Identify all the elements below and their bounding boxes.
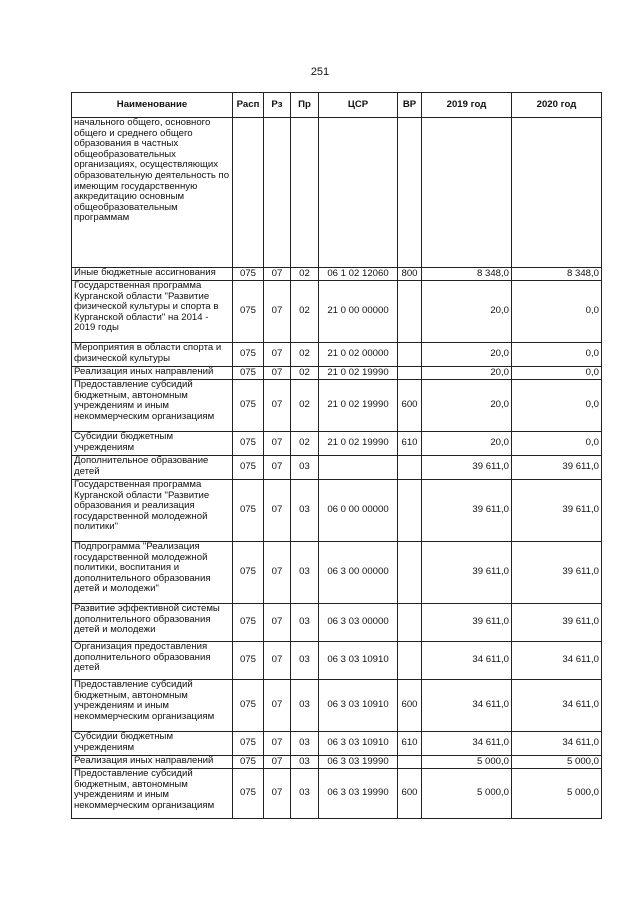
cell-2020: 0,0 bbox=[512, 432, 602, 456]
cell-csr: 06 1 02 12060 bbox=[319, 268, 398, 281]
cell-2019: 5 000,0 bbox=[422, 756, 512, 769]
cell-name: Мероприятия в области спорта и физической культуры bbox=[72, 343, 233, 367]
cell-rz: 07 bbox=[264, 680, 291, 732]
cell-rasp: 075 bbox=[233, 480, 264, 542]
table-row bbox=[72, 456, 602, 480]
cell-pr: 03 bbox=[291, 756, 319, 769]
cell-name: Предоставление субсидий бюджетным, автономным учреждениям и иным некоммерческим организациям bbox=[72, 380, 233, 432]
table-row bbox=[72, 380, 602, 432]
cell-vr: 600 bbox=[398, 769, 422, 819]
cell-rz: 07 bbox=[264, 480, 291, 542]
cell-rasp: 075 bbox=[233, 756, 264, 769]
table-row bbox=[72, 769, 602, 819]
cell-2020: 0,0 bbox=[512, 380, 602, 432]
cell-2019: 8 348,0 bbox=[422, 268, 512, 281]
cell-name: Предоставление субсидий бюджетным, автономным учреждениям и иным некоммерческим организациям bbox=[72, 680, 233, 732]
cell-name: начального общего, основного общего и среднего общего образования в частных общеобразовательных организациях, осуществляющих образовательную деятельность по имеющим государственную аккредитацию основным общеобразовательным программам bbox=[72, 118, 233, 268]
cell-rasp: 075 bbox=[233, 642, 264, 680]
cell-pr: 03 bbox=[291, 732, 319, 756]
cell-2019: 20,0 bbox=[422, 343, 512, 367]
cell-csr: 06 3 03 10910 bbox=[319, 642, 398, 680]
cell-name: Субсидии бюджетным учреждениям bbox=[72, 432, 233, 456]
cell-rz: 07 bbox=[264, 281, 291, 343]
cell-2020: 34 611,0 bbox=[512, 642, 602, 680]
cell-csr: 06 3 03 00000 bbox=[319, 604, 398, 642]
cell-csr: 21 0 02 19990 bbox=[319, 432, 398, 456]
cell-rasp: 075 bbox=[233, 380, 264, 432]
cell-name: Иные бюджетные ассигнования bbox=[72, 268, 233, 281]
cell-csr: 21 0 02 19990 bbox=[319, 380, 398, 432]
cell-name: Развитие эффективной системы дополнительного образования детей и молодежи bbox=[72, 604, 233, 642]
cell-rasp: 075 bbox=[233, 732, 264, 756]
cell-csr: 21 0 00 00000 bbox=[319, 281, 398, 343]
cell-rz: 07 bbox=[264, 432, 291, 456]
cell-name: Организация предоставления дополнительного образования детей bbox=[72, 642, 233, 680]
cell-2019: 34 611,0 bbox=[422, 732, 512, 756]
cell-pr: 03 bbox=[291, 680, 319, 732]
header-2019: 2019 год bbox=[422, 93, 512, 118]
header-rz: Рз bbox=[264, 93, 291, 118]
cell-pr: 02 bbox=[291, 343, 319, 367]
cell-csr: 21 0 02 19990 bbox=[319, 367, 398, 380]
table-row bbox=[72, 268, 602, 281]
cell-2020: 8 348,0 bbox=[512, 268, 602, 281]
cell-vr bbox=[398, 118, 422, 268]
cell-csr: 06 3 03 19990 bbox=[319, 756, 398, 769]
cell-pr: 02 bbox=[291, 281, 319, 343]
cell-vr bbox=[398, 281, 422, 343]
table-row bbox=[72, 680, 602, 732]
cell-pr: 03 bbox=[291, 769, 319, 819]
cell-csr: 21 0 02 00000 bbox=[319, 343, 398, 367]
cell-2019: 39 611,0 bbox=[422, 542, 512, 604]
cell-csr: 06 0 00 00000 bbox=[319, 480, 398, 542]
header-csr: ЦСР bbox=[319, 93, 398, 118]
cell-pr: 03 bbox=[291, 604, 319, 642]
cell-rz: 07 bbox=[264, 380, 291, 432]
cell-2019: 34 611,0 bbox=[422, 680, 512, 732]
cell-pr: 02 bbox=[291, 432, 319, 456]
cell-2019: 34 611,0 bbox=[422, 642, 512, 680]
cell-pr: 02 bbox=[291, 367, 319, 380]
cell-vr bbox=[398, 367, 422, 380]
cell-2019: 39 611,0 bbox=[422, 604, 512, 642]
cell-2020: 34 611,0 bbox=[512, 680, 602, 732]
table-row bbox=[72, 732, 602, 756]
cell-csr: 06 3 03 10910 bbox=[319, 732, 398, 756]
cell-name: Субсидии бюджетным учреждениям bbox=[72, 732, 233, 756]
cell-2019: 20,0 bbox=[422, 281, 512, 343]
cell-pr bbox=[291, 118, 319, 268]
cell-csr bbox=[319, 456, 398, 480]
cell-2019: 20,0 bbox=[422, 367, 512, 380]
header-name: Наименование bbox=[72, 93, 233, 118]
page-number: 251 bbox=[310, 66, 330, 78]
table-row bbox=[72, 756, 602, 769]
cell-2020: 39 611,0 bbox=[512, 456, 602, 480]
cell-2019: 20,0 bbox=[422, 380, 512, 432]
table-row bbox=[72, 480, 602, 542]
cell-vr bbox=[398, 456, 422, 480]
cell-name: Реализация иных направлений bbox=[72, 756, 233, 769]
cell-2020: 5 000,0 bbox=[512, 756, 602, 769]
cell-2020: 5 000,0 bbox=[512, 769, 602, 819]
cell-rz: 07 bbox=[264, 367, 291, 380]
cell-2020: 39 611,0 bbox=[512, 604, 602, 642]
cell-2019: 5 000,0 bbox=[422, 769, 512, 819]
header-rasp: Расп bbox=[233, 93, 264, 118]
cell-csr: 06 3 03 10910 bbox=[319, 680, 398, 732]
table-body bbox=[72, 118, 602, 819]
cell-rasp: 075 bbox=[233, 343, 264, 367]
cell-name: Подпрограмма "Реализация государственной молодежной политики, воспитания и дополнительного образования детей и молодежи" bbox=[72, 542, 233, 604]
cell-2019 bbox=[422, 118, 512, 268]
cell-vr: 600 bbox=[398, 680, 422, 732]
cell-rz: 07 bbox=[264, 542, 291, 604]
cell-vr bbox=[398, 756, 422, 769]
cell-rasp: 075 bbox=[233, 456, 264, 480]
table-row bbox=[72, 343, 602, 367]
cell-name: Дополнительное образование детей bbox=[72, 456, 233, 480]
cell-rz: 07 bbox=[264, 732, 291, 756]
cell-2020 bbox=[512, 118, 602, 268]
cell-name: Предоставление субсидий бюджетным, автономным учреждениям и иным некоммерческим организациям bbox=[72, 769, 233, 819]
cell-rasp: 075 bbox=[233, 432, 264, 456]
cell-vr: 610 bbox=[398, 732, 422, 756]
cell-rz: 07 bbox=[264, 756, 291, 769]
table-row bbox=[72, 604, 602, 642]
cell-vr bbox=[398, 604, 422, 642]
cell-rasp: 075 bbox=[233, 769, 264, 819]
header-2020: 2020 год bbox=[512, 93, 602, 118]
cell-2019: 39 611,0 bbox=[422, 480, 512, 542]
cell-vr: 600 bbox=[398, 380, 422, 432]
cell-rasp: 075 bbox=[233, 604, 264, 642]
table-row bbox=[72, 367, 602, 380]
table-row bbox=[72, 281, 602, 343]
table-row bbox=[72, 642, 602, 680]
cell-rz: 07 bbox=[264, 343, 291, 367]
cell-2020: 0,0 bbox=[512, 367, 602, 380]
cell-pr: 03 bbox=[291, 542, 319, 604]
cell-pr: 03 bbox=[291, 480, 319, 542]
cell-rz: 07 bbox=[264, 268, 291, 281]
cell-2020: 39 611,0 bbox=[512, 480, 602, 542]
cell-2019: 20,0 bbox=[422, 432, 512, 456]
cell-vr bbox=[398, 343, 422, 367]
table-row bbox=[72, 432, 602, 456]
cell-rasp: 075 bbox=[233, 281, 264, 343]
header-vr: ВР bbox=[398, 93, 422, 118]
cell-rz bbox=[264, 118, 291, 268]
cell-vr bbox=[398, 480, 422, 542]
cell-pr: 03 bbox=[291, 642, 319, 680]
cell-2020: 39 611,0 bbox=[512, 542, 602, 604]
cell-vr bbox=[398, 642, 422, 680]
cell-vr: 800 bbox=[398, 268, 422, 281]
table-row bbox=[72, 542, 602, 604]
cell-rz: 07 bbox=[264, 456, 291, 480]
budget-table bbox=[71, 92, 602, 819]
cell-2020: 34 611,0 bbox=[512, 732, 602, 756]
cell-csr bbox=[319, 118, 398, 268]
cell-csr: 06 3 00 00000 bbox=[319, 542, 398, 604]
cell-2019: 39 611,0 bbox=[422, 456, 512, 480]
cell-rz: 07 bbox=[264, 769, 291, 819]
cell-2020: 0,0 bbox=[512, 343, 602, 367]
cell-rasp bbox=[233, 118, 264, 268]
cell-csr: 06 3 03 19990 bbox=[319, 769, 398, 819]
cell-vr bbox=[398, 542, 422, 604]
cell-pr: 03 bbox=[291, 456, 319, 480]
table-header-row bbox=[72, 93, 602, 118]
cell-rasp: 075 bbox=[233, 542, 264, 604]
cell-2020: 0,0 bbox=[512, 281, 602, 343]
table-row bbox=[72, 118, 602, 268]
cell-rasp: 075 bbox=[233, 268, 264, 281]
cell-name: Государственная программа Курганской области "Развитие образования и реализация государственной молодежной политики" bbox=[72, 480, 233, 542]
cell-rasp: 075 bbox=[233, 680, 264, 732]
cell-name: Государственная программа Курганской области "Развитие физической культуры и спорта в Курганской области" на 2014 - 2019 годы bbox=[72, 281, 233, 343]
cell-rz: 07 bbox=[264, 604, 291, 642]
cell-pr: 02 bbox=[291, 268, 319, 281]
cell-rz: 07 bbox=[264, 642, 291, 680]
cell-name: Реализация иных направлений bbox=[72, 367, 233, 380]
cell-rasp: 075 bbox=[233, 367, 264, 380]
cell-vr: 610 bbox=[398, 432, 422, 456]
header-pr: Пр bbox=[291, 93, 319, 118]
cell-pr: 02 bbox=[291, 380, 319, 432]
